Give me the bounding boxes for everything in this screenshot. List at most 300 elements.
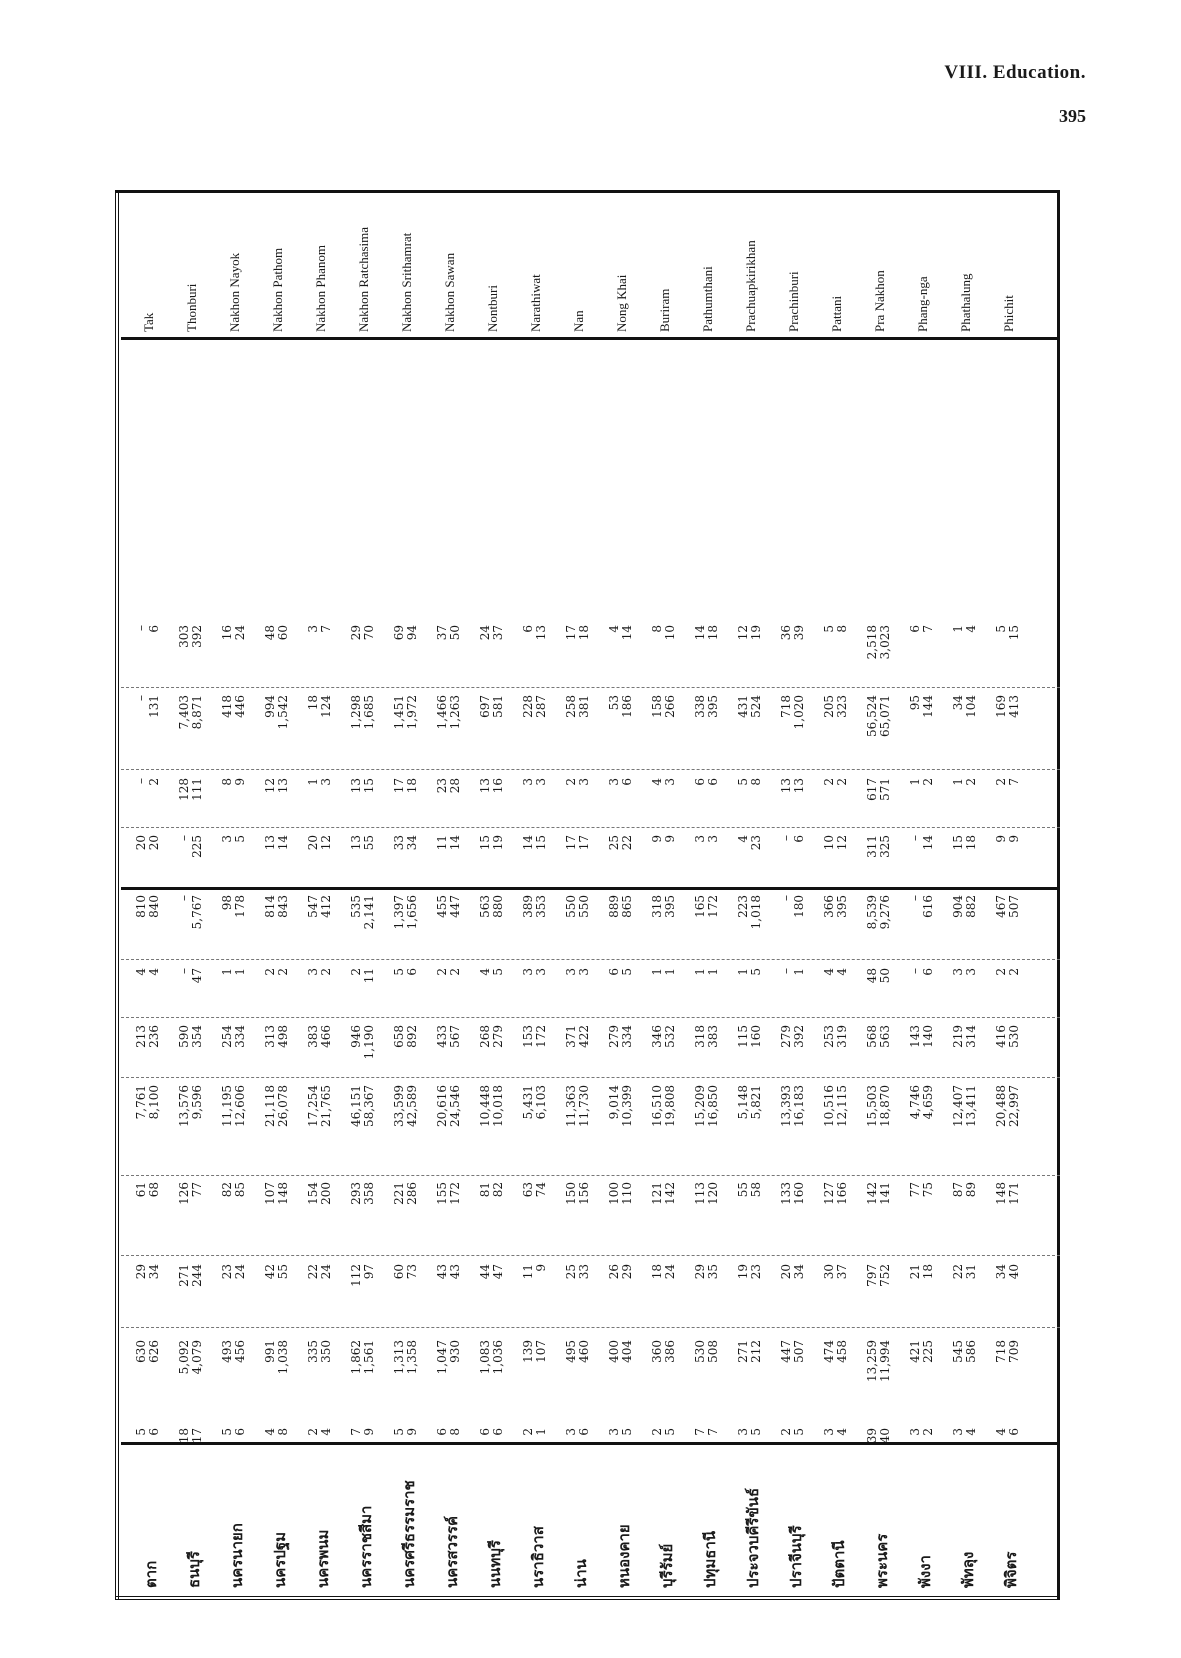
province-thai-name: ปราจีนบุรี [787,1525,805,1588]
cell-value-second-year: 456 [233,1340,247,1363]
cell-value-first-year: 154 [306,1182,320,1205]
cell-value-second-year: 244 [190,1264,204,1287]
table-cell [823,1085,849,1155]
cell-value-first-year: 697 [478,695,492,718]
cell-value-second-year: 40 [1007,1264,1021,1280]
cell-value-first-year: 400 [607,1340,621,1363]
table-cell [135,1264,161,1334]
cell-value-second-year: 85 [233,1182,247,1198]
table-cell [737,1264,763,1334]
cell-value-second-year: 131 [147,695,161,718]
cell-value-second-year: 148 [276,1182,290,1205]
cell-value-first-year: 2 [306,1428,320,1436]
cell-value-first-year: 8,539 [865,895,879,930]
table-cell [608,968,634,1038]
cell-value-second-year: 225 [190,835,204,858]
cell-value-second-year: 24 [233,1264,247,1280]
table-cell [952,695,978,765]
cell-value-second-year: 8 [835,625,849,633]
table-cell [823,695,849,765]
table-cell [694,1264,720,1334]
table-row [305,190,348,1600]
cell-value-first-year: – [134,778,148,784]
cell-value-first-year: 148 [994,1182,1008,1205]
cell-value-first-year: 42 [263,1264,277,1280]
table-cell [651,1182,677,1252]
cell-value-first-year: 3 [736,1428,750,1436]
cell-value-second-year: 11,994 [878,1340,892,1382]
province-thai-name: พระนคร [873,1533,891,1588]
cell-value-second-year: 392 [190,625,204,648]
cell-value-first-year: 48 [263,625,277,641]
cell-value-second-year: 524 [749,695,763,718]
cell-value-first-year: 3 [306,625,320,633]
cell-value-second-year: 5 [620,968,634,976]
table-cell [350,1340,376,1410]
cell-value-second-year: 3 [706,835,720,843]
cell-value-first-year: 37 [435,625,449,641]
cell-value-first-year: 2 [564,778,578,786]
cell-value-second-year: 4,659 [921,1085,935,1120]
table-cell [393,625,419,695]
cell-value-first-year: 338 [693,695,707,718]
cell-value-first-year: 21,118 [263,1085,277,1127]
cell-value-first-year: 279 [607,1025,621,1048]
cell-value-first-year: 213 [134,1025,148,1048]
table-cell [436,695,462,765]
table-cell [393,1264,419,1334]
cell-value-first-year: 1,451 [392,695,406,730]
cell-value-second-year: 120 [706,1182,720,1205]
cell-value-second-year: 1,263 [448,695,462,730]
statistics-table [115,190,1060,1600]
cell-value-second-year: 507 [1007,895,1021,918]
table-cell [221,695,247,765]
cell-value-second-year: 2 [964,778,978,786]
cell-value-second-year: 16 [491,778,505,794]
cell-value-first-year: 36 [779,625,793,641]
province-english-name: Buriram [657,288,672,332]
table-cell [780,1340,806,1410]
province-thai-name: ปัตตานี [830,1540,848,1588]
province-english-name: Prachinburi [786,271,801,332]
cell-value-first-year: 60 [392,1264,406,1280]
table-cell [823,1428,849,1498]
province-thai-name: พัทลุง [959,1551,977,1588]
cell-value-second-year: 5,821 [749,1085,763,1120]
table-cell [307,1340,333,1410]
table-cell [651,1264,677,1334]
cell-value-second-year: 563 [878,1025,892,1048]
table-cell [780,695,806,765]
cell-value-first-year: – [908,968,922,974]
province-english-name: Nakhon Sawan [442,252,457,332]
cell-value-first-year: 48 [865,968,879,984]
table-row [391,190,434,1600]
table-cell [436,895,462,965]
cell-value-first-year: 20 [779,1264,793,1280]
cell-value-first-year: 4 [478,968,492,976]
cell-value-second-year: 7 [1007,778,1021,786]
cell-value-first-year: 126 [177,1182,191,1205]
table-cell [995,1340,1021,1410]
cell-value-first-year: 26 [607,1264,621,1280]
cell-value-second-year: 9 [663,835,677,843]
table-cell [135,1182,161,1252]
cell-value-second-year: 77 [190,1182,204,1198]
table-cell [952,895,978,965]
table-cell [608,695,634,765]
cell-value-first-year: 24 [478,625,492,641]
cell-value-second-year: 3 [534,968,548,976]
table-cell [522,695,548,765]
table-cell [995,695,1021,765]
cell-value-first-year: 718 [779,695,793,718]
table-cell [307,695,333,765]
cell-value-second-year: 3 [534,778,548,786]
table-cell [436,968,462,1038]
table-cell [522,1182,548,1252]
column-separator [121,959,1060,960]
cell-value-second-year: 225 [921,1340,935,1363]
cell-value-first-year: 550 [564,895,578,918]
cell-value-second-year: 4 [319,1428,333,1436]
cell-value-second-year: 3 [663,778,677,786]
cell-value-first-year: 17 [392,778,406,794]
table-cell [135,625,161,695]
table-cell [178,1085,204,1155]
cell-value-first-year: 568 [865,1025,879,1048]
table-cell [995,1428,1021,1498]
cell-value-first-year: 25 [607,835,621,851]
table-cell [264,778,290,848]
table-cell [479,695,505,765]
table-cell [522,625,548,695]
cell-value-second-year: 4,079 [190,1340,204,1375]
table-cell [780,1085,806,1155]
province-thai-name: พังงา [916,1555,934,1588]
table-cell [565,895,591,965]
table-cell [178,895,204,965]
province-thai-name: นราธิวาส [529,1526,547,1588]
cell-value-second-year: 626 [147,1340,161,1363]
cell-value-second-year: 142 [663,1182,677,1205]
table-cell [436,1264,462,1334]
cell-value-first-year: 11,195 [220,1085,234,1127]
table-cell [178,625,204,695]
column-separator [121,1255,1060,1256]
cell-value-second-year: 2 [448,968,462,976]
province-thai-name: น่าน [572,1559,590,1588]
table-cell [350,1428,376,1498]
table-cell [565,968,591,1038]
cell-value-second-year: 460 [577,1340,591,1363]
cell-value-first-year: 5,431 [521,1085,535,1120]
cell-value-first-year: – [177,835,191,841]
cell-value-second-year: 140 [921,1025,935,1048]
cell-value-first-year: 3 [521,778,535,786]
cell-value-first-year: 991 [263,1340,277,1363]
cell-value-first-year: 46,151 [349,1085,363,1127]
table-cell [436,1182,462,1252]
cell-value-second-year: 12,115 [835,1085,849,1127]
cell-value-second-year: 447 [448,895,462,918]
cell-value-first-year: 335 [306,1340,320,1363]
table-cell [909,625,935,695]
cell-value-second-year: 1,190 [362,1025,376,1060]
table-cell [221,778,247,848]
table-row [434,190,477,1600]
cell-value-first-year: 2 [263,968,277,976]
cell-value-first-year: 77 [908,1182,922,1198]
cell-value-first-year: 3 [951,968,965,976]
cell-value-first-year: 13,393 [779,1085,793,1127]
table-row [692,190,735,1600]
cell-value-second-year: 507 [792,1340,806,1363]
cell-value-second-year: 354 [190,1025,204,1048]
cell-value-second-year: 94 [405,625,419,641]
table-cell [436,625,462,695]
table-cell [909,1428,935,1498]
table-row [133,190,176,1600]
cell-value-second-year: 395 [663,895,677,918]
cell-value-second-year: 110 [620,1182,634,1205]
cell-value-second-year: 24,546 [448,1085,462,1127]
cell-value-first-year: 17 [564,625,578,641]
cell-value-second-year: 15 [534,835,548,851]
cell-value-second-year: 24 [663,1264,677,1280]
cell-value-first-year: 258 [564,695,578,718]
cell-value-second-year: 34 [405,835,419,851]
cell-value-first-year: 1,862 [349,1340,363,1375]
table-cell [221,895,247,965]
cell-value-first-year: 98 [220,895,234,911]
table-cell [221,1264,247,1334]
cell-value-second-year: 3,023 [878,625,892,660]
table-cell [178,778,204,848]
cell-value-first-year: – [908,835,922,841]
cell-value-first-year: 617 [865,778,879,801]
table-cell [436,1085,462,1155]
table-cell [866,695,892,765]
cell-value-first-year: 5 [392,1428,406,1436]
table-cell [995,1182,1021,1252]
province-thai-name: นครศรีธรรมราช [400,1480,418,1588]
cell-value-first-year: 271 [736,1340,750,1363]
table-cell [178,1340,204,1410]
table-cell [393,895,419,965]
cell-value-second-year: 15 [362,778,376,794]
cell-value-first-year: 5 [822,625,836,633]
cell-value-first-year: 530 [693,1340,707,1363]
table-cell [178,1182,204,1252]
cell-value-first-year: 2 [349,968,363,976]
table-cell [221,1085,247,1155]
cell-value-second-year: 75 [921,1182,935,1198]
cell-value-first-year: 7 [349,1428,363,1436]
cell-value-first-year: 718 [994,1340,1008,1363]
cell-value-second-year: 171 [1007,1182,1021,1205]
cell-value-first-year: 13 [349,835,363,851]
cell-value-first-year: 205 [822,695,836,718]
cell-value-second-year: 5 [749,968,763,976]
cell-value-first-year: 18 [650,1264,664,1280]
cell-value-first-year: 81 [478,1182,492,1198]
cell-value-second-year: 58,367 [362,1085,376,1127]
cell-value-first-year: 153 [521,1025,535,1048]
cell-value-first-year: 12 [736,625,750,641]
table-cell [694,625,720,695]
table-cell [565,1085,591,1155]
cell-value-second-year: 14 [620,625,634,641]
table-cell [823,1340,849,1410]
cell-value-second-year: 18 [405,778,419,794]
cell-value-first-year: 18 [306,695,320,711]
table-cell [780,968,806,1038]
cell-value-first-year: 254 [220,1025,234,1048]
cell-value-first-year: 346 [650,1025,664,1048]
table-row [262,190,305,1600]
cell-value-second-year: 18 [577,625,591,641]
table-cell [221,1340,247,1410]
table-cell [264,1264,290,1334]
cell-value-second-year: 73 [405,1264,419,1280]
cell-value-first-year: 590 [177,1025,191,1048]
table-row [864,190,907,1600]
table-cell [264,1340,290,1410]
cell-value-second-year: 1,656 [405,895,419,930]
table-cell [135,1085,161,1155]
cell-value-first-year: 2,518 [865,625,879,660]
table-cell [608,778,634,848]
cell-value-first-year: 6 [693,778,707,786]
table-cell [866,968,892,1038]
table-cell [909,1340,935,1410]
province-english-name: Pattani [829,295,844,332]
cell-value-second-year: 22,997 [1007,1085,1021,1127]
table-cell [823,1264,849,1334]
cell-value-first-year: 16,510 [650,1085,664,1127]
province-english-name: Nong Khai [614,274,629,332]
cell-value-second-year: 68 [147,1182,161,1198]
cell-value-second-year: 212 [749,1340,763,1363]
cell-value-first-year: 474 [822,1340,836,1363]
table-cell [694,695,720,765]
cell-value-second-year: 840 [147,895,161,918]
cell-value-second-year: 28 [448,778,462,794]
cell-value-second-year: 178 [233,895,247,918]
cell-value-second-year: 3 [319,778,333,786]
province-thai-name: ตาก [142,1560,160,1588]
cell-value-second-year: 1,036 [491,1340,505,1375]
cell-value-second-year: 8,871 [190,695,204,730]
cell-value-first-year: 113 [693,1182,707,1205]
cell-value-first-year: 4,746 [908,1085,922,1120]
cell-value-second-year: 97 [362,1264,376,1280]
table-cell [393,778,419,848]
cell-value-first-year: 318 [693,1025,707,1048]
cell-value-first-year: 4 [134,968,148,976]
cell-value-second-year: 13 [534,625,548,641]
cell-value-second-year: 10,018 [491,1085,505,1127]
cell-value-first-year: – [177,895,191,901]
cell-value-second-year: 6 [577,1428,591,1436]
cell-value-second-year: 10 [663,625,677,641]
table-cell [780,895,806,965]
table-cell [350,1182,376,1252]
table-cell [307,1428,333,1498]
table-cell [866,895,892,965]
cell-value-first-year: 889 [607,895,621,918]
cell-value-second-year: 7 [921,625,935,633]
cell-value-first-year: 418 [220,695,234,718]
cell-value-second-year: 29 [620,1264,634,1280]
table-cell [307,1085,333,1155]
cell-value-second-year: 386 [663,1340,677,1363]
table-frame-top [115,190,125,1600]
cell-value-first-year: 5 [134,1428,148,1436]
cell-value-second-year: 166 [835,1182,849,1205]
cell-value-first-year: 1,466 [435,695,449,730]
cell-value-second-year: 10,399 [620,1085,634,1127]
cell-value-second-year: 31 [964,1264,978,1280]
table-cell [178,695,204,765]
province-thai-name: นครพนม [314,1529,332,1588]
table-cell [350,625,376,695]
cell-value-first-year: 383 [306,1025,320,1048]
cell-value-first-year: 155 [435,1182,449,1205]
table-cell [823,968,849,1038]
cell-value-second-year: 2 [921,1428,935,1436]
cell-value-second-year: 6 [792,835,806,843]
province-english-name: Phichit [1001,295,1016,332]
cell-value-first-year: 433 [435,1025,449,1048]
cell-value-second-year: 186 [620,695,634,718]
cell-value-second-year: 1,972 [405,695,419,730]
cell-value-first-year: 814 [263,895,277,918]
cell-value-second-year: 508 [706,1340,720,1363]
table-cell [651,1428,677,1498]
cell-value-second-year: 9 [405,1428,419,1436]
table-cell [522,1085,548,1155]
table-cell [393,695,419,765]
cell-value-second-year: 586 [964,1340,978,1363]
cell-value-first-year: 150 [564,1182,578,1205]
province-thai-name: บุรีรัมย์ [658,1543,676,1588]
cell-value-second-year: 279 [491,1025,505,1048]
table-cell [909,695,935,765]
cell-value-first-year: 9 [994,835,1008,843]
cell-value-first-year: 303 [177,625,191,648]
cell-value-second-year: 42,589 [405,1085,419,1127]
cell-value-first-year: – [779,835,793,841]
cell-value-first-year: 455 [435,895,449,918]
column-separator [121,337,1060,340]
table-cell [307,968,333,1038]
cell-value-second-year: 14 [448,835,462,851]
table-cell [737,1085,763,1155]
table-cell [565,778,591,848]
province-english-name: Narathiwat [528,274,543,332]
cell-value-first-year: 12 [263,778,277,794]
table-cell [694,778,720,848]
cell-value-first-year: 10,448 [478,1085,492,1127]
cell-value-second-year: 1 [792,968,806,976]
table-cell [780,1428,806,1498]
cell-value-second-year: 314 [964,1025,978,1048]
cell-value-first-year: – [134,625,148,631]
cell-value-second-year: 82 [491,1182,505,1198]
